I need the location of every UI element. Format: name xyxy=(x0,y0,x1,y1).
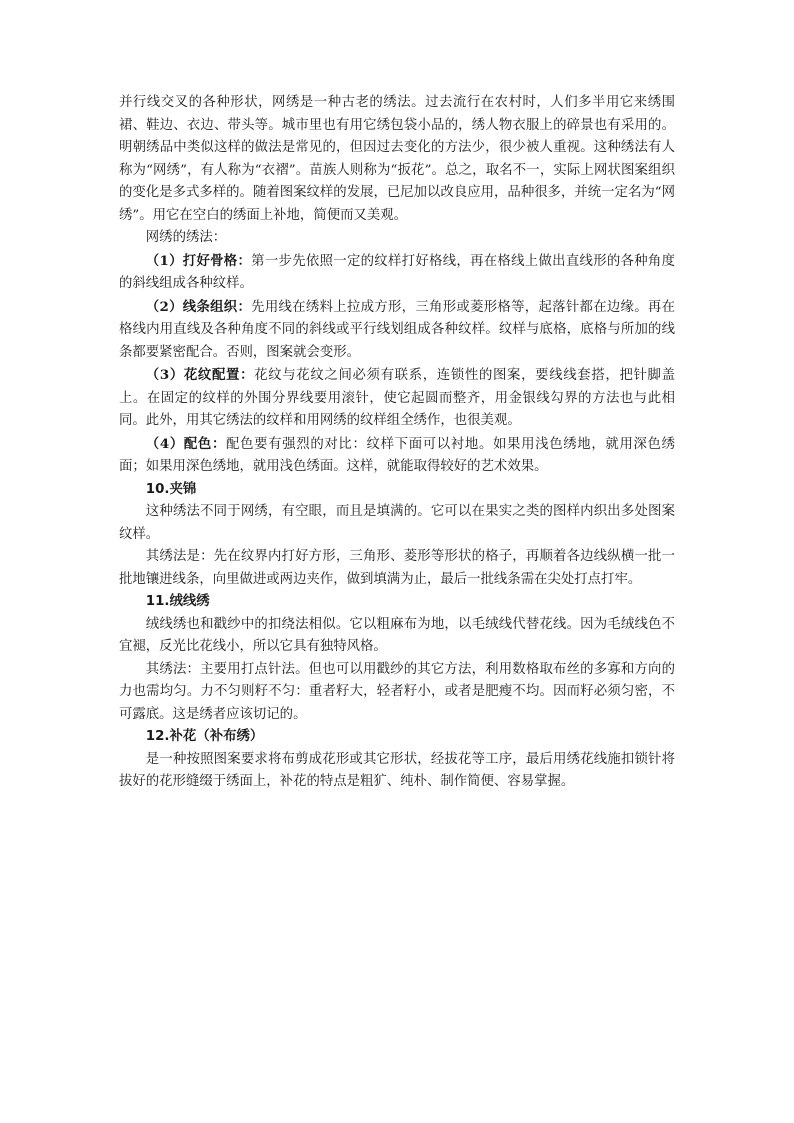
step-4-label: （4）配色： xyxy=(145,435,227,452)
paragraph-step-3 xyxy=(119,364,675,433)
step-1-label: （1）打好骨格： xyxy=(145,252,252,269)
paragraph-step-2 xyxy=(119,296,675,365)
step-3-text: 花纹与花纹之间必须有联系，连锁性的图案，要线线套搭，把针脚盖上。在固定的纹样的外围分界线要用滚针，使它起圆而整齐，用金银线勾界的方法也与此相同。此外，用其它绣法的纹样和用网绣的纹样组全绣作，也很美观。 xyxy=(119,368,675,428)
paragraph-intro: 并行线交叉的各种形状，网绣是一种古老的绣法。过去流行在农村时，人们多半用它来绣围裙、鞋边、衣边、带头等。城市里也有用它绣包袋小品的，绣人物衣服上的碎景也有采用的。明朝绣品中类似这样的做法是常见的，但因过去变化的方法少，很少被人重视。这种绣法有人称为“网绣”，有人称为“衣褶”。苗族人则称为“扳花”。总之，取名不一，实际上网状图案组织的变化是多式多样的。随着图案纹样的发展，已尼加以改良应用，品种很多，并统一定名为“网绣”。用它在空白的绣面上补地，简便而又美观。 xyxy=(119,95,675,223)
paragraph-buhua-desc: 是一种按照图案要求将布剪成花形或其它形状，经拔花等工序，最后用绣花线施扣锁针将拔好的花形缝缀于绣面上，补花的特点是粗犷、纯朴、制作简便、容易掌握。 xyxy=(119,751,675,789)
paragraph-step-4 xyxy=(119,433,675,479)
section-heading-10: 10.夹锦 xyxy=(145,481,197,497)
paragraph-rongxian-method: 其绣法：主要用打点针法。但也可以用戳纱的其它方法，利用数格取布丝的多寡和方向的力也需均匀。力不匀则籽不匀：重者籽大，轻者籽小，或者是肥瘦不均。因而籽必须匀密，不可露底。这是绣者应该切记的。 xyxy=(119,661,675,722)
section-heading-12: 12.补花（补布绣） xyxy=(145,729,264,744)
paragraph-step-1 xyxy=(119,250,675,296)
step-3-label: （3）花纹配置： xyxy=(145,367,255,383)
step-4-text: 配色要有强烈的对比：纹样下面可以衬地。如果用浅色绣地，就用深色绣面；如果用深色绣地，就用浅色绣面。这样，就能取得较好的艺术效果。 xyxy=(119,436,675,474)
step-2-text: 先用线在绣料上拉成方形，三角形或菱形格等，起落针都在边缘。再在格线内用直线及各种角度不同的斜线或平行线划组成各种纹样。纹样与底格，底格与所加的线条都要紧密配合。否则，图案就会变形。 xyxy=(119,299,675,360)
step-1-text: 第一步先依照一定的纹样打好格线，再在格线上做出直线形的各种角度的斜线组成各种纹样。 xyxy=(119,253,675,291)
step-2-label: （2）线条组织： xyxy=(145,298,252,315)
section-heading-11: 11.绒线绣 xyxy=(145,594,210,609)
paragraph-jiajin-method: 其绣法是：先在纹界内打好方形，三角形、菱形等形状的格子，再顺着各边线纵横一批一批地镶进线条，向里做进或两边夹作，做到填满为止，最后一批线条需在尖处打点打牢。 xyxy=(119,549,675,587)
paragraph-rongxian-desc: 绒线绣也和戳纱中的扣绕法相似。它以粗麻布为地，以毛绒线代替花线。因为毛绒线色不宜褪，反光比花线小，所以它具有独特风格。 xyxy=(119,616,675,654)
paragraph-method-intro: 网绣的绣法： xyxy=(145,230,227,245)
paragraph-jiajin-desc: 这种绣法不同于网绣，有空眼，而且是填满的。它可以在果实之类的图样内织出多处图案纹样。 xyxy=(119,504,675,542)
document-body xyxy=(119,92,675,794)
